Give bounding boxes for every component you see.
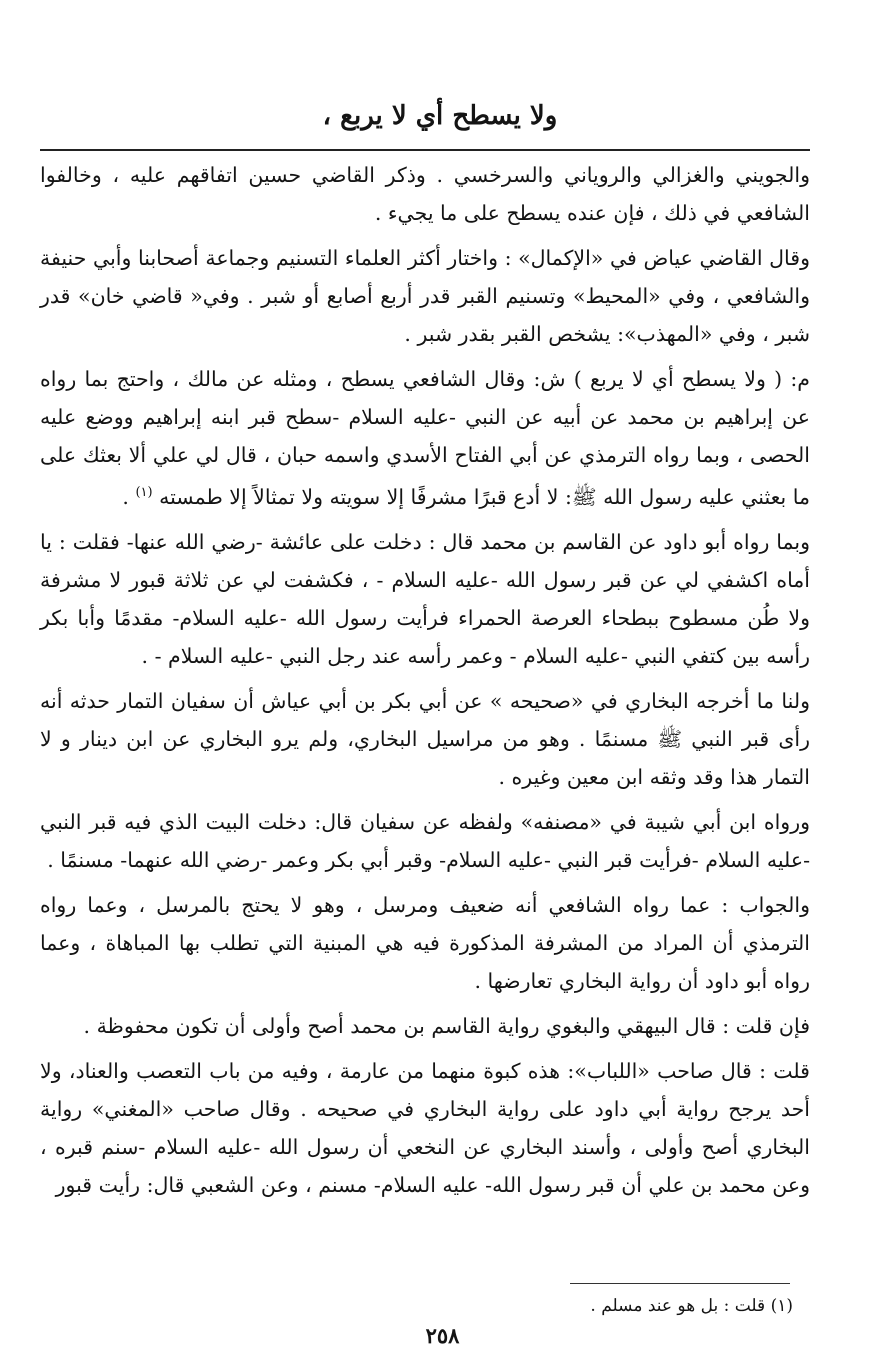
paragraph: ورواه ابن أبي شيبة في «مصنفه» ولفظه عن سفيان قال: دخلت البيت الذي فيه قبر النبي -عليه السلام -فرأيت قبر النبي -عليه السلام- وقبر أبي بكر وعمر -رضي الله عنهما- مسنمًا .	[40, 809, 811, 872]
main-text	[40, 156, 810, 1211]
paragraph: قلت : قال صاحب «اللباب»: هذه كبوة منهما من عارمة ، وفيه من باب التعصب والعناد، ولا أحد يرجح رواية أبي داود على رواية البخاري في صحيحه . وقال صاحب «المغني» رواية البخاري أصح وأولى ، وأسند البخاري عن النخعي أن رسول الله -عليه السلام -سنم قبره ، وعن محمد بن علي أن قبر رسول الله- عليه السلام- مسنم ، وعن الشعبي قال: رأيت قبور	[40, 1058, 810, 1197]
paragraph-text: م: ( ولا يسطح أي لا يربع ) ش: وقال الشافعي يسطح ، ومثله عن مالك ، واحتج بما رواه عن إبراهيم بن محمد عن أبيه عن النبي -عليه السلام -سطح قبر ابنه إبراهيم ووضع عليه الحصى ، وبما رواه الترمذي عن أبي الفتاح الأسدي واسمه حبان ، قال لي علي ألا بعثك على ما بعثني عليه رسول الله ﷺ: لا أدع قبرًا مشرفًا إلا سويته ولا تمثالاً إلا طمسته	[40, 367, 810, 509]
footnote-marker: (١)	[135, 485, 153, 500]
page-number: ٢٥٨	[425, 1323, 460, 1348]
paragraph: والجواب : عما رواه الشافعي أنه ضعيف ومرسل ، وهو لا يحتج بالمرسل ، وعما رواه الترمذي أن المراد من المشرفة المذكورة فيه هي المبنية التي تطلب بها المباهاة ، وعما رواه أبو داود أن رواية البخاري تعارضها .	[40, 892, 810, 993]
paragraph: ولنا ما أخرجه البخاري في «صحيحه » عن أبي بكر بن أبي عياش أن سفيان التمار حدثه أنه رأى قبر النبي ﷺ مسنمًا . وهو من مراسيل البخاري، ولم يرو البخاري عن ابن دينار و لا التمار هذا وقد وثقه ابن معين وغيره .	[40, 688, 810, 789]
header-rule	[40, 149, 810, 151]
paragraph: م: ( ولا يسطح أي لا يربع ) ش: وقال الشافعي يسطح ، ومثله عن مالك ، واحتج بما رواه عن إبراهيم بن محمد عن أبيه عن النبي -عليه السلام -سطح قبر ابنه إبراهيم ووضع عليه الحصى ، وبما رواه الترمذي عن أبي الفتاح الأسدي واسمه حبان ، قال لي علي ألا بعثك على ما بعثني عليه رسول الله ﷺ: لا أدع قبرًا مشرفًا إلا سويته ولا تمثالاً إلا طمسته $^{(١)}$ .	[40, 367, 810, 509]
footnote-rule	[570, 1283, 790, 1284]
paragraph: وبما رواه أبو داود عن القاسم بن محمد قال : دخلت على عائشة -رضي الله عنها- فقلت : يا أماه اكشفي لي عن قبر رسول الله -عليه السلام - ، فكشفت لي عن ثلاثة قبور لا مشرفة ولا طُن مسطوح ببطحاء العرصة الحمراء فرأيت رسول الله -عليه السلام- مقدمًا وأبا بكر رأسه بين كتفي النبي -عليه السلام - وعمر رأسه عند رجل النبي -عليه السلام - .	[40, 529, 810, 668]
paragraph: فإن قلت : قال البيهقي والبغوي رواية القاسم بن محمد أصح وأولى أن تكون محفوظة .	[83, 1013, 810, 1038]
paragraph: والجويني والغزالي والروياني والسرخسي . وذكر القاضي حسين اتفاقهم عليه ، وخالفوا الشافعي في ذلك ، فإن عنده يسطح على ما يجيء .	[40, 163, 810, 225]
running-header: ولا يسطح أي لا يربع ،	[322, 101, 558, 131]
paragraph: وقال القاضي عياض في «الإكمال» : واختار أكثر العلماء التسنيم وجماعة أصحابنا وأبي حنيفة والشافعي ، وفي «المحيط» وتسنيم القبر قدر أربع أصابع أو شبر . وفي« قاضي خان» قدر شبر ، وفي «المهذب»: يشخص القبر بقدر شبر .	[40, 246, 810, 346]
footnote: (١) قلت : بل هو عند مسلم .	[590, 1296, 793, 1316]
